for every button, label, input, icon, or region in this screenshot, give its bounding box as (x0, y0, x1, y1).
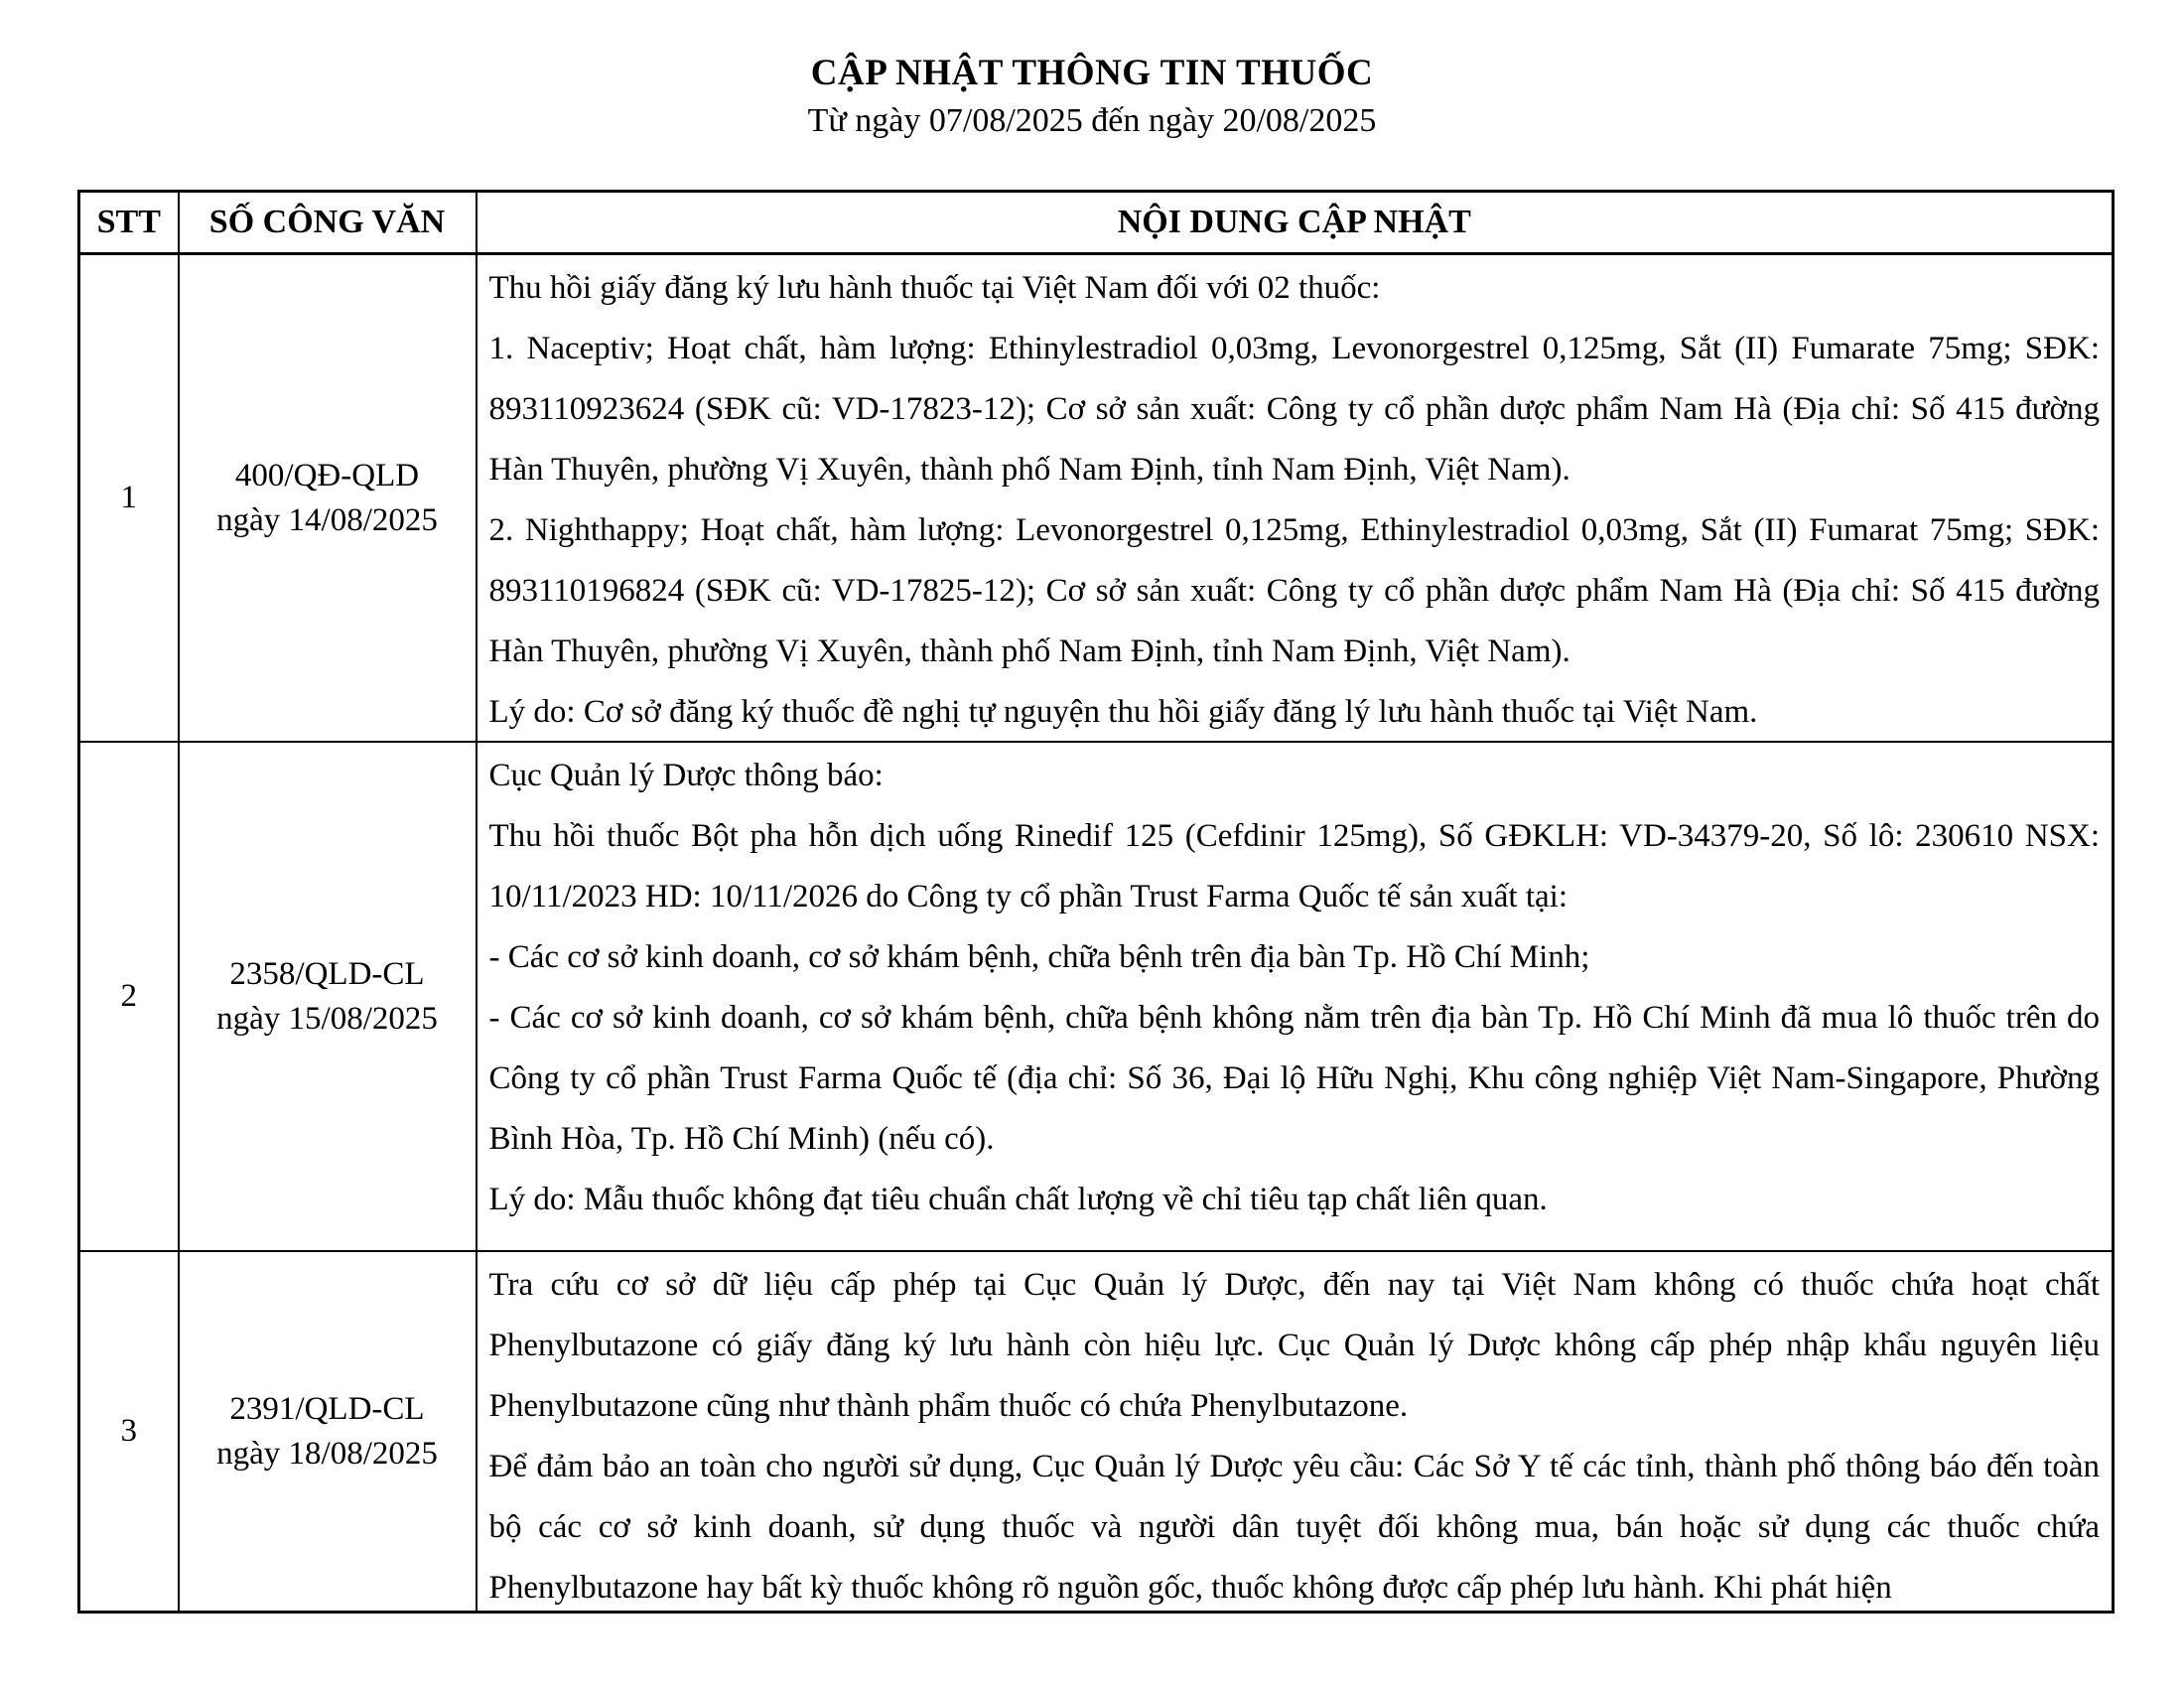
page-subtitle: Từ ngày 07/08/2025 đến ngày 20/08/2025 (807, 102, 1377, 139)
so-cong-van-date: ngày 14/08/2025 (216, 501, 438, 538)
noi-dung-cell (477, 1251, 2114, 1613)
table-row (79, 254, 2114, 743)
so-cong-van-value (179, 1251, 477, 1613)
drug-update-table (77, 190, 2115, 1614)
content-paragraph: Lý do: Mẫu thuốc không đạt tiêu chuẩn chất lượng về chỉ tiêu tạp chất liên quan. (488, 1182, 1548, 1217)
content-paragraph: 1. Naceptiv; Hoạt chất, hàm lượng: Ethinylestradiol 0,03mg, Levonorgestrel 0,125mg, Sắt (II) Fumarate 75mg; SĐK: 893110923624 (SĐK cũ: VD-17823-12); Cơ sở sản xuất: Công ty cổ phần dược phẩm Nam Hà (Địa chỉ: Số 415 đường Hàn Thuyên, phường Vị Xuyên, thành phố Nam Định, tỉnh Nam Định, Việt Nam). (488, 331, 2100, 488)
content-paragraph: 2. Nighthappy; Hoạt chất, hàm lượng: Levonorgestrel 0,125mg, Ethinylestradiol 0,03mg, Sắt (II) Fumarat 75mg; SĐK: 893110196824 (SĐK cũ: VD-17825-12); Cơ sở sản xuất: Công ty cổ phần dược phẩm Nam Hà (Địa chỉ: Số 415 đường Hàn Thuyên, phường Vị Xuyên, thành phố Nam Định, tỉnh Nam Định, Việt Nam). (488, 512, 2100, 669)
content-paragraph: - Các cơ sở kinh doanh, cơ sở khám bệnh, chữa bệnh trên địa bàn Tp. Hồ Chí Minh; (488, 939, 1590, 975)
table-header-row (79, 192, 2114, 254)
noi-dung-cell (477, 742, 2114, 1251)
content-paragraph: Tra cứu cơ sở dữ liệu cấp phép tại Cục Quản lý Dược, đến nay tại Việt Nam không có thuốc chứa hoạt chất Phenylbutazone có giấy đăng ký lưu hành còn hiệu lực. Cục Quản lý Dược không cấp phép nhập khẩu nguyên liệu Phenylbutazone cũng như thành phẩm thuốc có chứa Phenylbutazone. (488, 1267, 2100, 1424)
header-cell-so-cong-van: SỐ CÔNG VĂN (179, 192, 477, 254)
document-header (0, 0, 2184, 140)
stt-value: 2 (79, 742, 179, 1251)
content-paragraph: - Các cơ sở kinh doanh, cơ sở khám bệnh, chữa bệnh không nằm trên địa bàn Tp. Hồ Chí Minh đã mua lô thuốc trên do Công ty cổ phần Trust Farma Quốc tế (địa chỉ: Số 36, Đại lộ Hữu Nghị, Khu công nghiệp Việt Nam-Singapore, Phường Bình Hòa, Tp. Hồ Chí Minh) (nếu có). (488, 1000, 2100, 1157)
so-cong-van-number: 400/QĐ-QLD (234, 457, 420, 493)
stt-value: 1 (79, 254, 179, 743)
content-paragraph: Thu hồi giấy đăng ký lưu hành thuốc tại Việt Nam đối với 02 thuốc: (488, 270, 1381, 306)
content-paragraph: Cục Quản lý Dược thông báo: (488, 758, 884, 793)
header-cell-noi-dung: NỘI DUNG CẬP NHẬT (477, 192, 2114, 254)
so-cong-van-date: ngày 15/08/2025 (216, 1000, 438, 1037)
header-cell-stt: STT (79, 192, 179, 254)
so-cong-van-number: 2391/QLD-CL (229, 1390, 425, 1427)
noi-dung-cell (477, 254, 2114, 743)
so-cong-van-value (179, 742, 477, 1251)
page-title: CẬP NHẬT THÔNG TIN THUỐC (810, 53, 1374, 93)
content-paragraph: Thu hồi thuốc Bột pha hỗn dịch uống Rinedif 125 (Cefdinir 125mg), Số GĐKLH: VD-34379-20, Số lô: 230610 NSX: 10/11/2023 HD: 10/11/2026 do Công ty cổ phần Trust Farma Quốc tế sản xuất tại: (488, 818, 2100, 914)
content-paragraph: Lý do: Cơ sở đăng ký thuốc đề nghị tự nguyện thu hồi giấy đăng lý lưu hành thuốc tại Việt Nam. (488, 694, 1758, 730)
so-cong-van-value (179, 254, 477, 743)
table-row (79, 1251, 2114, 1613)
so-cong-van-number: 2358/QLD-CL (229, 955, 425, 992)
content-paragraph: Để đảm bảo an toàn cho người sử dụng, Cục Quản lý Dược yêu cầu: Các Sở Y tế các tỉnh, thành phố thông báo đến toàn bộ các cơ sở kinh doanh, sử dụng thuốc và người dân tuyệt đối không mua, bán hoặc sử dụng các thuốc chứa Phenylbutazone hay bất kỳ thuốc không rõ nguồn gốc, thuốc không được cấp phép lưu hành. Khi phát hiện (488, 1449, 2100, 1606)
noi-dung-content (489, 258, 2101, 741)
so-cong-van-date: ngày 18/08/2025 (216, 1435, 438, 1472)
noi-dung-content (489, 1255, 2101, 1611)
stt-value: 3 (79, 1251, 179, 1613)
table-row (79, 742, 2114, 1251)
noi-dung-content (489, 746, 2101, 1250)
